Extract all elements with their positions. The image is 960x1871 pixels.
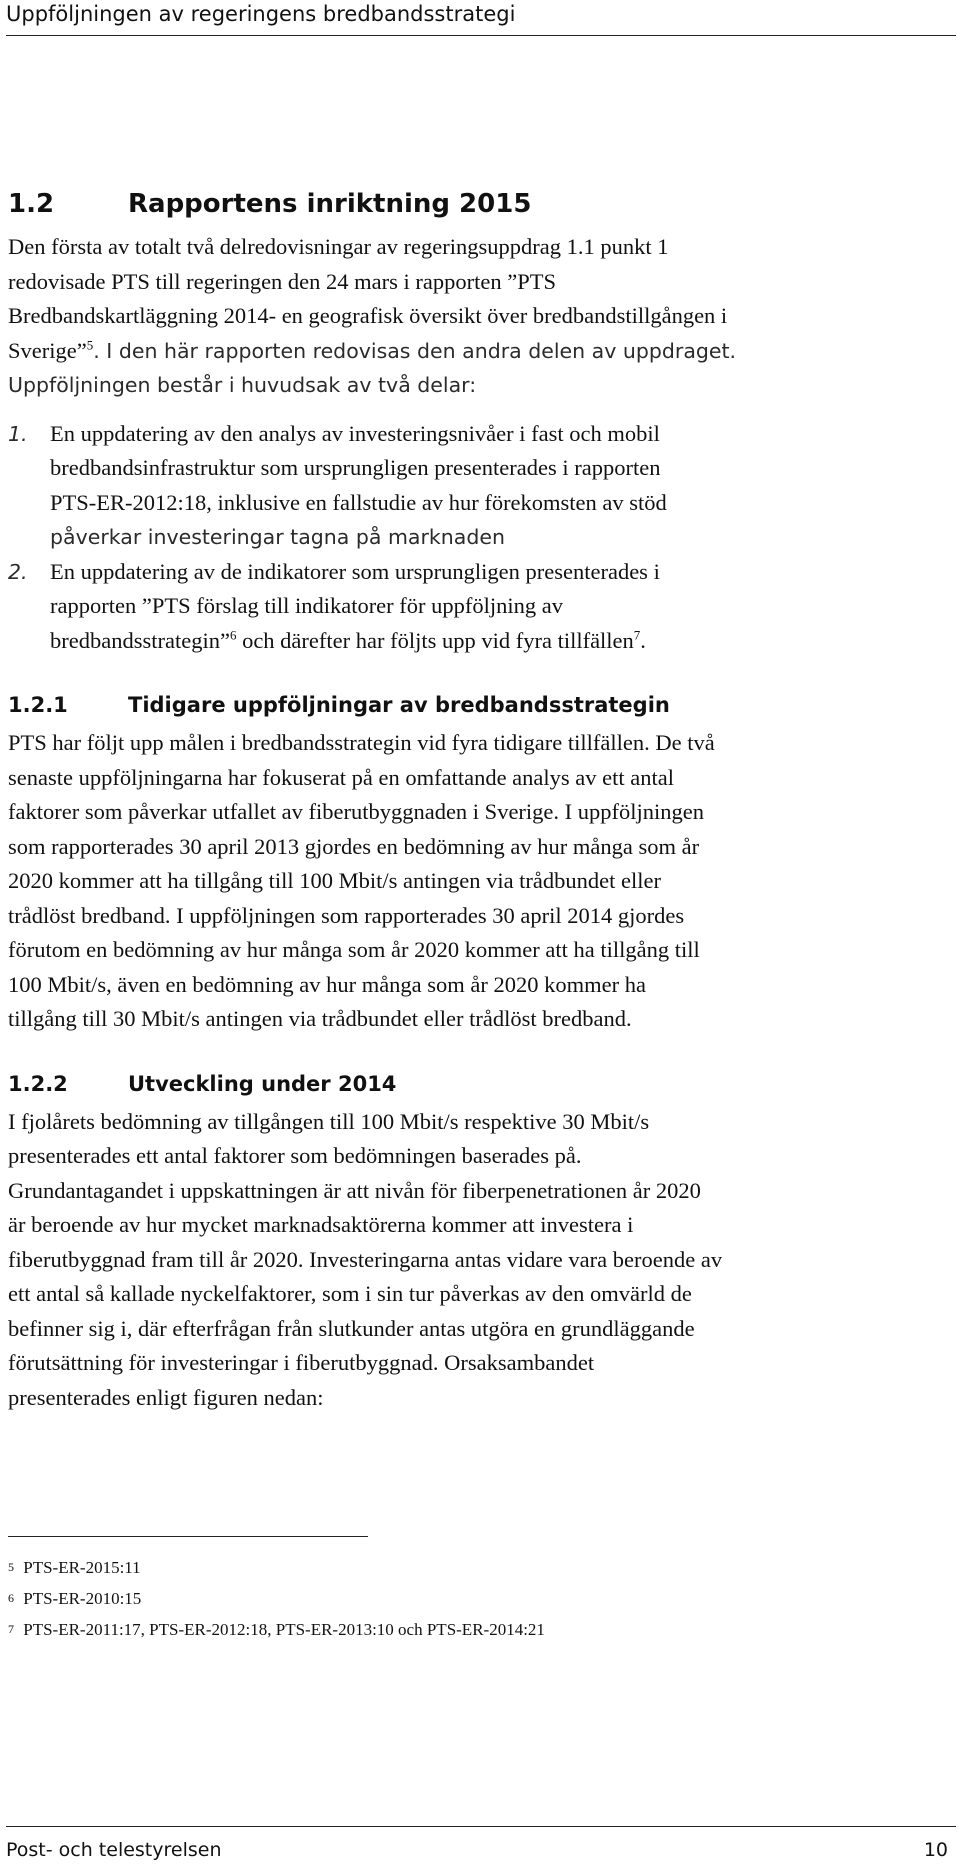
list-item-body <box>50 417 948 555</box>
paragraph-line: ett antal så kallade nyckelfaktorer, som i sin tur påverkas av den omvärld de <box>8 1281 692 1306</box>
paragraph-line: som rapporterades 30 april 2013 gjordes en bedömning av hur många som år <box>8 833 700 859</box>
list-line: rapporten ”PTS förslag till indikatorer för uppföljning av <box>50 593 564 618</box>
section-heading-1-2 <box>8 186 948 222</box>
paragraph-line: förutom en bedömning av hur många som år 2020 kommer att ha tillgång till <box>8 937 700 962</box>
footnote-ref[interactable]: 5 <box>86 337 94 352</box>
section-number: 1.2 <box>8 189 55 219</box>
list-line <box>50 624 948 659</box>
paragraph-line: är beroende av hur mycket marknadsaktörerna kommer att investera i <box>8 1212 634 1237</box>
paragraph-line <box>8 334 948 369</box>
running-header: Uppföljningen av regeringens bredbandsstrategi <box>6 2 516 26</box>
section-title: Utveckling under 2014 <box>128 1071 397 1096</box>
footnote-ref[interactable]: 6 <box>229 627 237 642</box>
list-item-body <box>50 555 948 659</box>
paragraph-line: Den första av totalt två delredovisningar av regeringsuppdrag 1.1 punkt 1 <box>8 234 669 259</box>
section-paragraph <box>8 1105 948 1416</box>
paragraph-line: trådlöst bredband. I uppföljningen som rapporterades 30 april 2014 gjordes <box>8 902 685 928</box>
section-heading-1-2-1 <box>8 690 948 720</box>
paragraph-text: Sverige” <box>8 337 87 363</box>
paragraph-line: fiberutbyggnad fram till år 2020. Investeringarna antas vidare vara beroende av <box>8 1246 723 1272</box>
list-marker: 2. <box>8 559 28 584</box>
page-number: 10 <box>923 1839 948 1861</box>
paragraph-line: Bredbandskartläggning 2014- en geografisk översikt över bredbandstillgången i <box>8 303 728 328</box>
list-text: och därefter har följts upp vid fyra tillfällen <box>236 627 634 653</box>
footnotes <box>8 1552 948 1645</box>
header-rule <box>6 35 956 36</box>
numbered-list <box>8 417 948 659</box>
paragraph-text: . I den här rapporten redovisas den andra delen av uppdraget. <box>93 338 737 363</box>
section-paragraph <box>8 726 948 1037</box>
paragraph-line: 2020 kommer att ha tillgång till 100 Mbit/s antingen via trådbundet eller <box>8 868 661 893</box>
intro-paragraph <box>8 230 948 403</box>
footnote-text: PTS-ER-2011:17, PTS-ER-2012:18, PTS-ER-2013:10 och PTS-ER-2014:21 <box>23 1620 545 1639</box>
paragraph-line: Grundantagandet i uppskattningen är att nivån för fiberpenetrationen år 2020 <box>8 1177 701 1203</box>
footnote-number: 6 <box>8 1591 14 1605</box>
list-text: bredbandsstrategin” <box>50 627 230 653</box>
page-content <box>8 186 948 1415</box>
list-line: påverkar investeringar tagna på marknaden <box>50 525 505 549</box>
section-number: 1.2.1 <box>8 693 68 717</box>
footnote-text: PTS-ER-2015:11 <box>23 1558 141 1577</box>
list-item <box>8 417 948 555</box>
list-line: En uppdatering av de indikatorer som ursprungligen presenterades i <box>50 558 660 584</box>
list-item <box>8 555 948 659</box>
list-line: bredbandsinfrastruktur som ursprungligen presenterades i rapporten <box>50 455 661 480</box>
footnote-number: 5 <box>8 1560 14 1574</box>
paragraph-line: senaste uppföljningarna har fokuserat på en omfattande analys av ett antal <box>8 764 674 790</box>
list-line: PTS-ER-2012:18, inklusive en fallstudie av hur förekomsten av stöd <box>50 489 667 515</box>
footnote-number: 7 <box>8 1622 14 1636</box>
footnote <box>8 1614 948 1645</box>
section-number: 1.2.2 <box>8 1071 68 1096</box>
paragraph-line: befinner sig i, där efterfrågan från slutkunder antas utgöra en grundläggande <box>8 1315 695 1341</box>
paragraph-line: förutsättning för investeringar i fiberutbyggnad. Orsaksambandet <box>8 1350 595 1375</box>
footnote-text: PTS-ER-2010:15 <box>23 1589 142 1608</box>
footnote-separator <box>8 1536 368 1537</box>
section-heading-1-2-2 <box>8 1069 948 1099</box>
paragraph-line: Uppföljningen består i huvudsak av två delar: <box>8 373 477 397</box>
list-text: . <box>640 627 646 653</box>
section-title: Tidigare uppföljningar av bredbandsstrategin <box>128 693 670 717</box>
footnote <box>8 1552 948 1583</box>
paragraph-line: PTS har följt upp målen i bredbandsstrategin vid fyra tidigare tillfällen. De två <box>8 730 715 755</box>
paragraph-line: presenterades enligt figuren nedan: <box>8 1384 324 1410</box>
paragraph-line: tillgång till 30 Mbit/s antingen via trådbundet eller trådlöst bredband. <box>8 1006 632 1031</box>
spacer <box>8 1037 948 1069</box>
paragraph-line: redovisade PTS till regeringen den 24 mars i rapporten ”PTS <box>8 268 556 294</box>
paragraph-line: 100 Mbit/s, även en bedömning av hur många som år 2020 kommer ha <box>8 971 646 997</box>
list-line: En uppdatering av den analys av investeringsnivåer i fast och mobil <box>50 420 660 446</box>
footnote-ref[interactable]: 7 <box>633 627 641 642</box>
footer-rule <box>6 1826 956 1827</box>
spacer <box>8 658 948 690</box>
footnote <box>8 1583 948 1614</box>
paragraph-line: presenterades ett antal faktorer som bedömningen baserades på. <box>8 1143 582 1168</box>
footer-publisher: Post- och telestyrelsen <box>6 1839 222 1861</box>
paragraph-line: faktorer som påverkar utfallet av fiberutbyggnaden i Sverige. I uppföljningen <box>8 799 705 824</box>
list-marker: 1. <box>8 421 28 446</box>
section-title: Rapportens inriktning 2015 <box>128 189 532 219</box>
paragraph-line: I fjolårets bedömning av tillgången till 100 Mbit/s respektive 30 Mbit/s <box>8 1108 650 1134</box>
